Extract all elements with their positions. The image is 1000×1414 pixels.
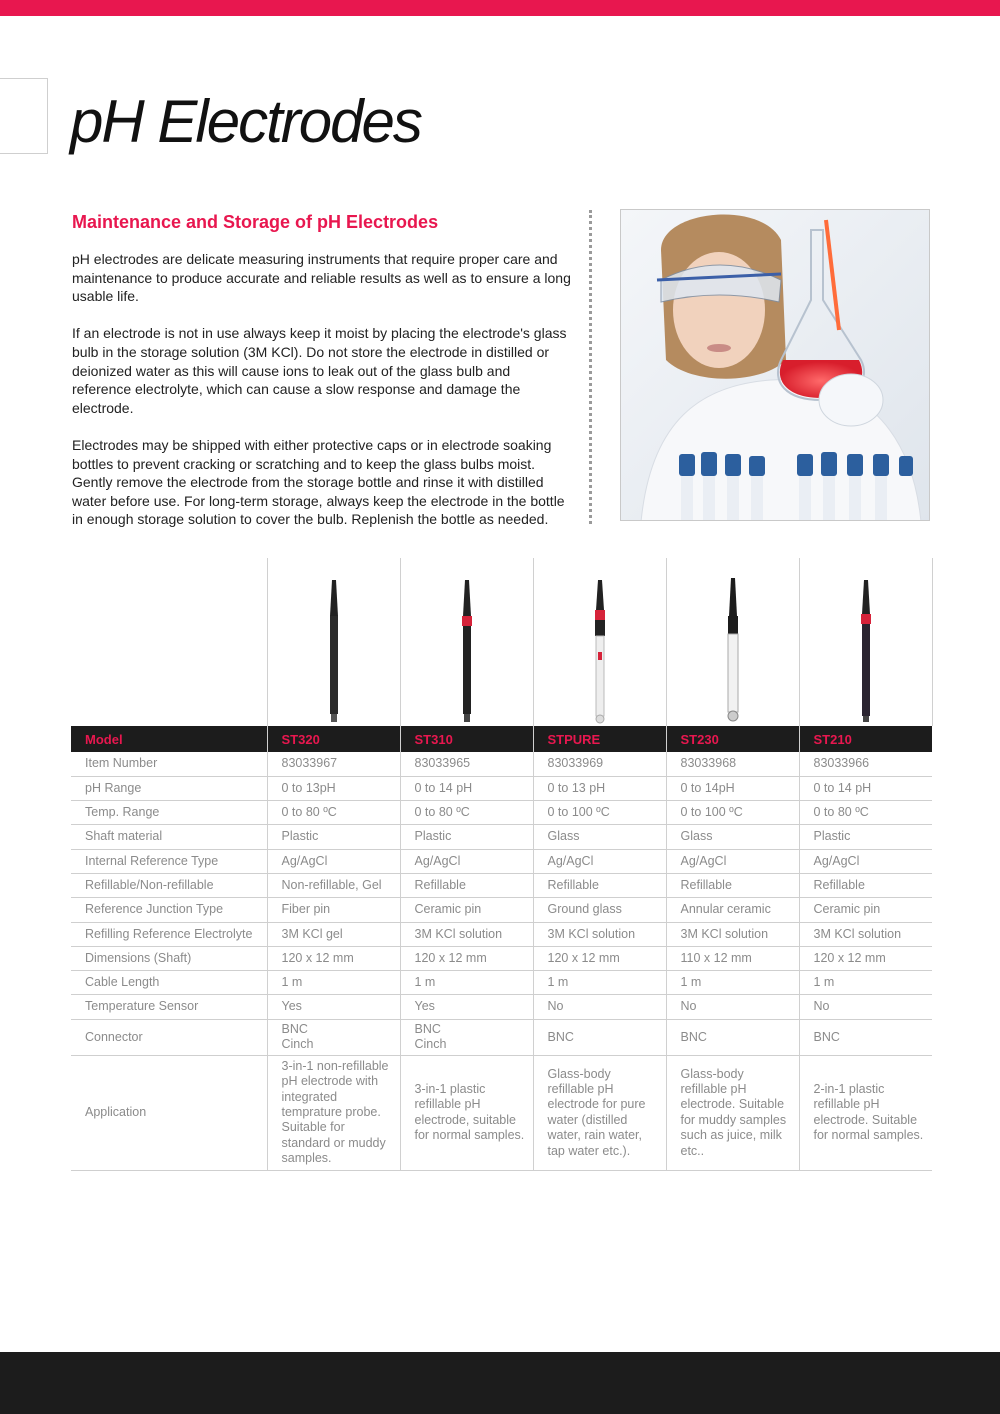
table-header-row xyxy=(71,726,932,752)
table-cell: Refillable xyxy=(666,873,799,897)
row-label: Connector xyxy=(71,1019,267,1055)
electrode-image xyxy=(799,558,932,726)
table-cell: 0 to 13 pH xyxy=(533,776,666,800)
table-cell: 3M KCl gel xyxy=(267,922,400,946)
table-cell: Ceramic pin xyxy=(400,898,533,922)
row-label: Cable Length xyxy=(71,971,267,995)
table-cell: 0 to 100 ºC xyxy=(533,801,666,825)
table-cell: Glass xyxy=(666,825,799,849)
row-label: Internal Reference Type xyxy=(71,849,267,873)
table-cell: BNC Cinch xyxy=(400,1019,533,1055)
table-cell: No xyxy=(533,995,666,1019)
table-cell: Yes xyxy=(267,995,400,1019)
table-cell: Annular ceramic xyxy=(666,898,799,922)
top-accent-bar xyxy=(0,0,1000,16)
table-cell: Plastic xyxy=(400,825,533,849)
row-label: Shaft material xyxy=(71,825,267,849)
table-cell: 2-in-1 plastic refillable pH electrode. Suitable for normal samples. xyxy=(799,1055,932,1170)
table-cell: 83033966 xyxy=(799,752,932,776)
electrode-icon xyxy=(590,576,610,726)
dotted-divider xyxy=(589,210,593,524)
table-cell: 3M KCl solution xyxy=(666,922,799,946)
header-model-stpure: STPURE xyxy=(533,726,666,752)
table-cell: Ag/AgCl xyxy=(400,849,533,873)
row-label: Dimensions (Shaft) xyxy=(71,946,267,970)
table-row xyxy=(71,946,932,970)
specification-table xyxy=(71,558,933,1171)
table-cell: Glass-body refillable pH electrode. Suitable for muddy samples such as juice, milk etc.. xyxy=(666,1055,799,1170)
table-cell: BNC xyxy=(666,1019,799,1055)
table-cell: Ag/AgCl xyxy=(267,849,400,873)
table-cell: 3-in-1 non-refillable pH electrode with integrated temprature probe. Suitable for standard or muddy samples. xyxy=(267,1055,400,1170)
intro-paragraph: Electrodes may be shipped with either protective caps or in electrode soaking bottles to prevent cracking or scratching and to keep the glass bulbs moist. Gently remove the electrode from the storage bottle and rinse it with distilled water before use. For long-term storage, always keep the electrode in the bottle in enough storage solution to cover the bulb. Replenish the bottle as needed. xyxy=(72,436,565,528)
table-cell: 0 to 80 ºC xyxy=(799,801,932,825)
table-cell: Ag/AgCl xyxy=(533,849,666,873)
table-cell: Glass xyxy=(533,825,666,849)
electrode-image xyxy=(267,558,400,726)
electrode-image xyxy=(666,558,799,726)
table-cell: 0 to 80 ºC xyxy=(400,801,533,825)
lab-scientist-illustration xyxy=(621,210,930,521)
header-model-label: Model xyxy=(71,726,267,752)
table-cell: 3M KCl solution xyxy=(400,922,533,946)
table-cell: BNC Cinch xyxy=(267,1019,400,1055)
table-row xyxy=(71,752,932,776)
table-cell: 120 x 12 mm xyxy=(400,946,533,970)
table-cell: 83033969 xyxy=(533,752,666,776)
intro-paragraph: pH electrodes are delicate measuring instruments that require proper care and maintenance to produce accurate and reliable results as well as to ensure a long usable life. xyxy=(72,251,571,305)
table-cell: 0 to 14 pH xyxy=(799,776,932,800)
corner-frame xyxy=(0,78,48,154)
table-cell: 1 m xyxy=(799,971,932,995)
row-label: pH Range xyxy=(71,776,267,800)
table-cell: No xyxy=(799,995,932,1019)
row-label: Application xyxy=(71,1055,267,1170)
table-row xyxy=(71,922,932,946)
header-model-st230: ST230 xyxy=(666,726,799,752)
section-heading: Maintenance and Storage of pH Electrodes xyxy=(72,212,439,232)
table-cell: 0 to 14pH xyxy=(666,776,799,800)
table-cell: 3M KCl solution xyxy=(799,922,932,946)
table-cell: 83033967 xyxy=(267,752,400,776)
electrode-icon xyxy=(457,576,477,726)
table-cell: BNC xyxy=(799,1019,932,1055)
table-cell: 83033965 xyxy=(400,752,533,776)
table-cell: 1 m xyxy=(666,971,799,995)
table-cell: Yes xyxy=(400,995,533,1019)
table-cell: Glass-body refillable pH electrode for pure water (distilled water, rain water, tap water etc.). xyxy=(533,1055,666,1170)
table-row xyxy=(71,825,932,849)
intro-paragraph: If an electrode is not in use always keep it moist by placing the electrode's glass bulb in the storage solution (3M KCl). Do not store the electrode in distilled or deionized water as this will cause ions to leak out of the glass bulb and reference electrolyte, which can cause a slow response and damage the electrode. xyxy=(72,325,567,416)
table-row xyxy=(71,1055,932,1170)
intro-text xyxy=(72,250,572,548)
row-label: Refillable/Non-refillable xyxy=(71,873,267,897)
table-row xyxy=(71,801,932,825)
electrode-icon xyxy=(856,576,876,726)
table-row xyxy=(71,849,932,873)
table-cell: 0 to 14 pH xyxy=(400,776,533,800)
table-cell: 0 to 13pH xyxy=(267,776,400,800)
table-cell: BNC xyxy=(533,1019,666,1055)
table-cell: 0 to 100 ºC xyxy=(666,801,799,825)
table-cell: Ground glass xyxy=(533,898,666,922)
electrode-icon xyxy=(324,576,344,726)
table-cell: 1 m xyxy=(400,971,533,995)
table-cell: Plastic xyxy=(799,825,932,849)
table-cell: 1 m xyxy=(267,971,400,995)
header-model-st310: ST310 xyxy=(400,726,533,752)
table-cell: 120 x 12 mm xyxy=(799,946,932,970)
table-row xyxy=(71,898,932,922)
table-cell: Refillable xyxy=(400,873,533,897)
table-cell: 120 x 12 mm xyxy=(533,946,666,970)
table-row xyxy=(71,776,932,800)
row-label: Refilling Reference Electrolyte xyxy=(71,922,267,946)
table-cell: Refillable xyxy=(533,873,666,897)
table-cell: Ceramic pin xyxy=(799,898,932,922)
table-row xyxy=(71,995,932,1019)
table-row xyxy=(71,873,932,897)
row-label: Reference Junction Type xyxy=(71,898,267,922)
electrode-image-row xyxy=(71,558,932,726)
table-cell: Fiber pin xyxy=(267,898,400,922)
electrode-image xyxy=(400,558,533,726)
row-label: Temp. Range xyxy=(71,801,267,825)
table-cell: No xyxy=(666,995,799,1019)
bottom-dark-bar xyxy=(0,1352,1000,1414)
header-model-st320: ST320 xyxy=(267,726,400,752)
table-cell: 3M KCl solution xyxy=(533,922,666,946)
page-title: pH Electrodes xyxy=(70,88,421,155)
table-cell: 0 to 80 ºC xyxy=(267,801,400,825)
electrode-image xyxy=(533,558,666,726)
table-cell: 1 m xyxy=(533,971,666,995)
spec-rows xyxy=(71,752,932,1170)
row-label: Item Number xyxy=(71,752,267,776)
table-cell: 110 x 12 mm xyxy=(666,946,799,970)
table-cell: Plastic xyxy=(267,825,400,849)
row-label: Temperature Sensor xyxy=(71,995,267,1019)
lab-photo xyxy=(620,209,930,521)
electrode-icon xyxy=(721,576,745,726)
table-row xyxy=(71,1019,932,1055)
table-cell: Ag/AgCl xyxy=(799,849,932,873)
header-model-st210: ST210 xyxy=(799,726,932,752)
table-row xyxy=(71,971,932,995)
table-cell: Refillable xyxy=(799,873,932,897)
table-cell: Ag/AgCl xyxy=(666,849,799,873)
table-cell: 120 x 12 mm xyxy=(267,946,400,970)
table-cell: 83033968 xyxy=(666,752,799,776)
table-cell: Non-refillable, Gel xyxy=(267,873,400,897)
table-cell: 3-in-1 plastic refillable pH electrode, suitable for normal samples. xyxy=(400,1055,533,1170)
